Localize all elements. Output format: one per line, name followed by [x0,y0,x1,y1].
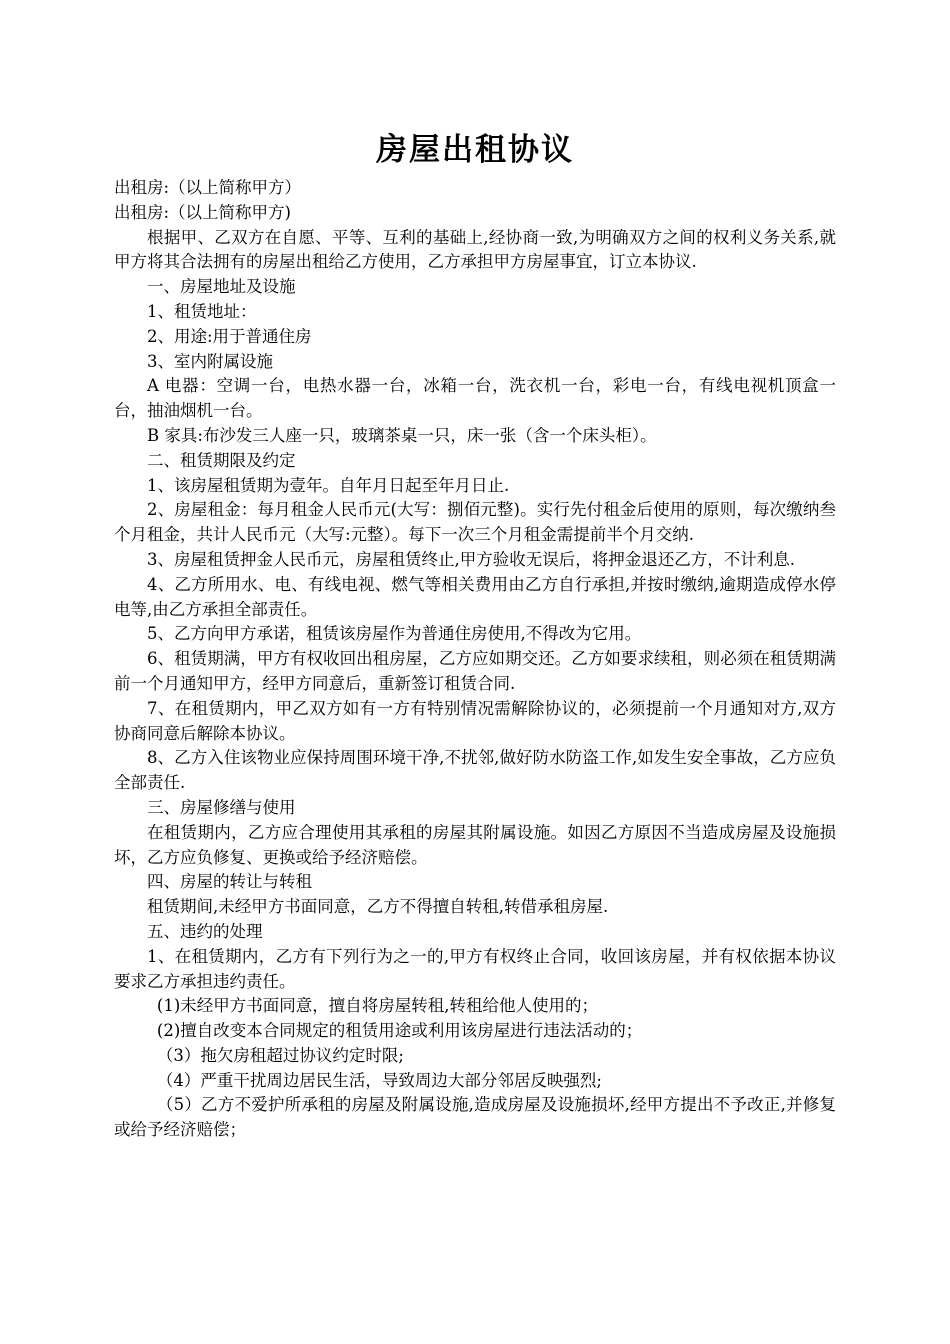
clause-paragraph: 1、在租赁期内，乙方有下列行为之一的,甲方有权终止合同，收回该房屋，并有权依据本协议要求乙方承担违约责任。 [114,946,836,991]
lessor-line: 出租房:（以上简称甲方） [114,178,302,197]
clause-paragraph: 2、房屋租金：每月租金人民币元(大写：捌佰元整)。实行先付租金后使用的原则，每次缴纳叁个月租金，共计人民币元（大写:元整）。每下一次三个月租金需提前半个月交纳. [114,500,836,545]
clause-paragraph: 租赁期间,未经甲方书面同意，乙方不得擅自转租,转借承租房屋. [147,897,609,917]
sub-clause-item: （5）乙方不爱护所承租的房屋及附属设施,造成房屋及设施损坏,经甲方提出不予改正,并修复或给予经济赔偿； [114,1095,836,1140]
clause-paragraph: B 家具:布沙发三人座一只，玻璃茶桌一只，床一张（含一个床头柜）。 [147,425,657,445]
clause-paragraph: 2、用途:用于普通住房 [147,326,312,346]
sub-clause-item: （3）拖欠房租超过协议约定时限; [156,1045,404,1065]
section-heading: 一、房屋地址及设施 [147,277,296,297]
clause-paragraph: 6、租赁期满，甲方有权收回出租房屋，乙方应如期交还。乙方如要求续租，则必须在租赁期满前一个月通知甲方，经甲方同意后，重新签订租赁合同. [114,649,836,693]
section-heading: 四、房屋的转让与转租 [147,872,312,892]
preamble-paragraph: 根据甲、乙双方在自愿、平等、互利的基础上,经协商一致,为明确双方之间的权利义务关系,就甲方将其合法拥有的房屋出租给乙方使用，乙方承担甲方房屋事宜，订立本协议. [114,227,836,272]
clause-paragraph: 1、该房屋租赁期为壹年。自年月日起至年月日止. [147,475,510,495]
clause-paragraph: 3、室内附属设施 [147,351,273,371]
clause-paragraph: 5、乙方向甲方承诺，租赁该房屋作为普通住房使用,不得改为它用。 [147,624,642,644]
section-heading: 三、房屋修缮与使用 [147,797,296,817]
sub-clause-item: （4）严重干扰周边居民生活，导致周边大部分邻居反映强烈; [156,1070,602,1090]
clause-paragraph: 7、在租赁期内，甲乙双方如有一方有特别情况需解除协议的，必须提前一个月通知对方,双方协商同意后解除本协议。 [114,698,836,743]
document-body [114,176,836,1143]
clause-paragraph: A 电器：空调一台，电热水器一台，冰箱一台，洗衣机一台，彩电一台，有线电视机顶盒一台，抽油烟机一台。 [114,376,836,421]
clause-paragraph: 1、租赁地址： [147,301,257,321]
section-heading: 五、违约的处理 [147,921,263,941]
clause-paragraph: 3、房屋租赁押金人民币元，房屋租赁终止,甲方验收无误后，将押金退还乙方，不计利息. [147,549,795,569]
clause-paragraph: 在租赁期内，乙方应合理使用其承租的房屋其附属设施。如因乙方原因不当造成房屋及设施损坏，乙方应负修复、更换或给予经济赔偿。 [114,822,836,867]
clause-paragraph: 8、乙方入住该物业应保持周围环境干净,不扰邻,做好防水防盗工作,如发生安全事故，乙方应负全部责任. [114,748,836,793]
clause-paragraph: 4、乙方所用水、电、有线电视、燃气等相关费用由乙方自行承担,并按时缴纳,逾期造成停水停电等,由乙方承担全部责任。 [114,574,836,619]
sub-clause-item: (2)擅自改变本合同规定的租赁用途或利用该房屋进行违法活动的； [156,1021,643,1041]
sub-clause-item: (1)未经甲方书面同意，擅自将房屋转租,转租给他人使用的； [156,996,599,1016]
document-title: 房屋出租协议 [376,132,574,168]
lessee-line: 出租房:（以上简称甲方) [114,202,291,222]
section-heading: 二、租赁期限及约定 [147,450,296,470]
